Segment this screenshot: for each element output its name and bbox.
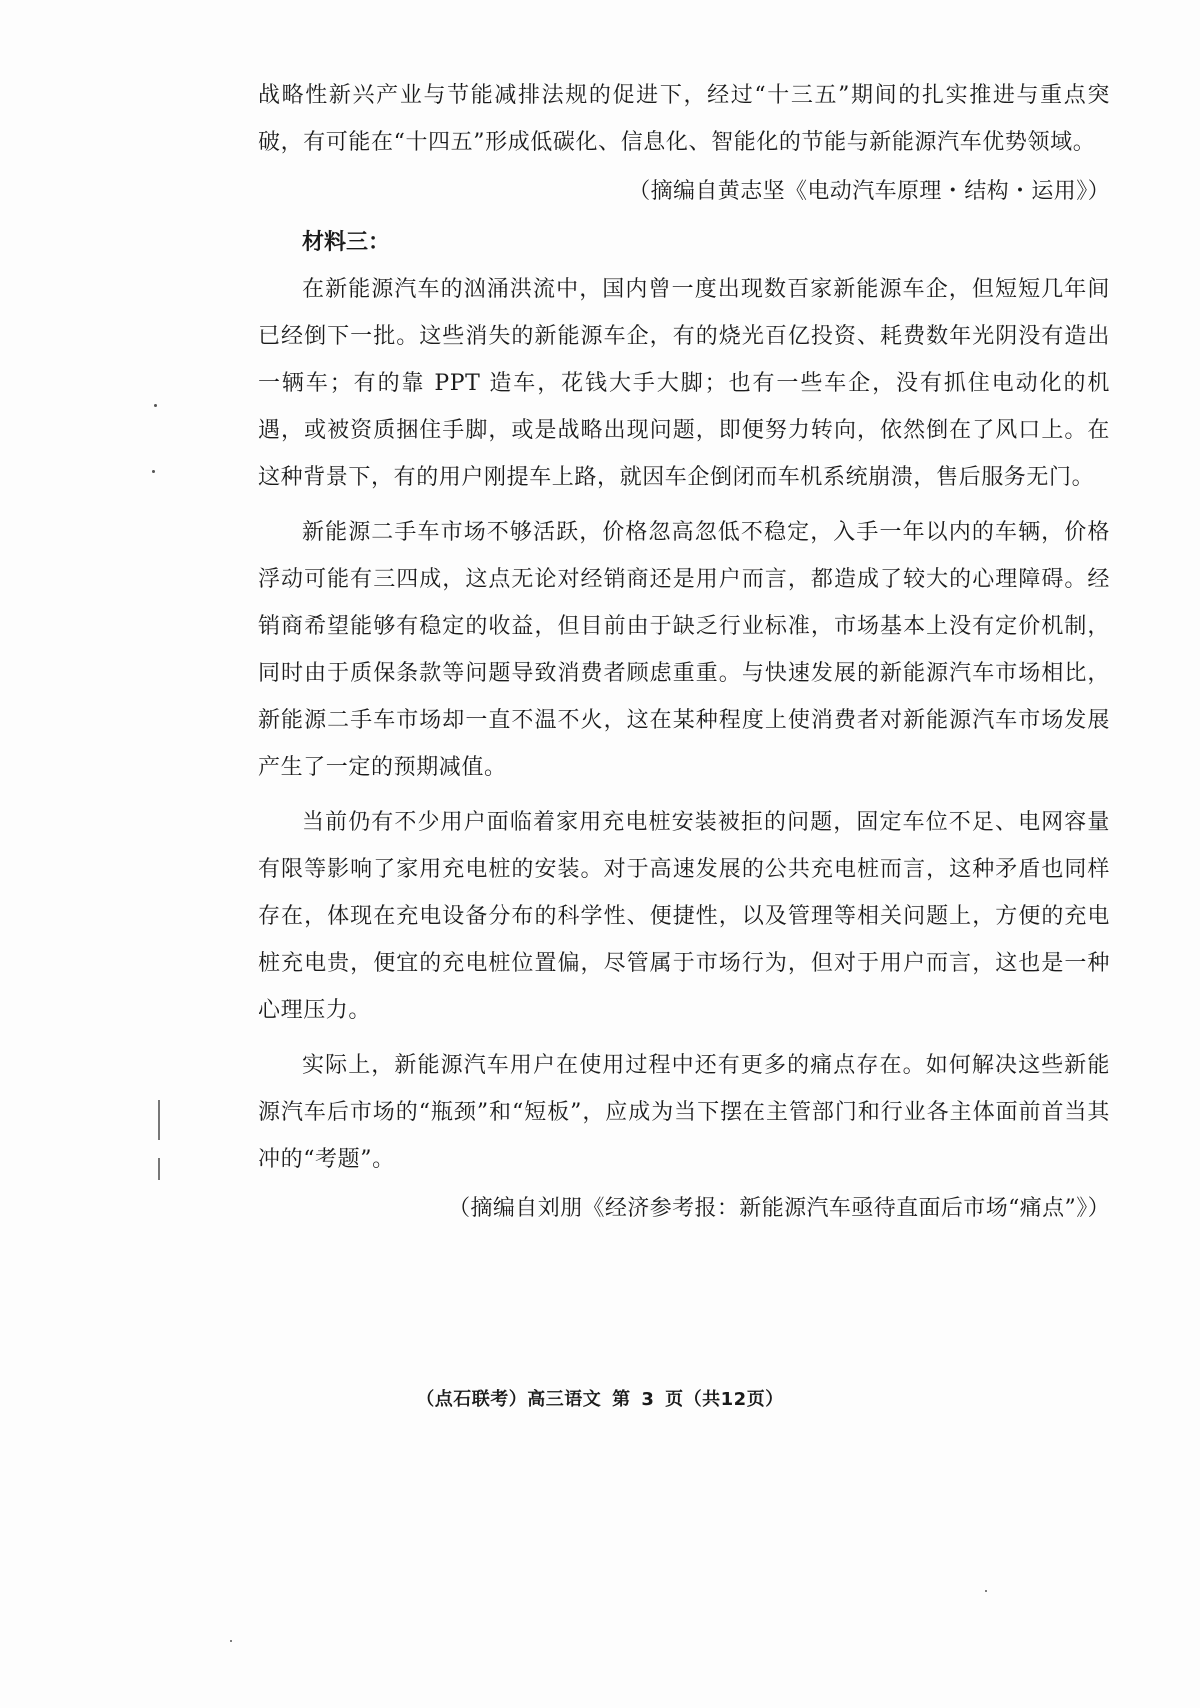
- footer-page-prefix: 第: [612, 1389, 631, 1410]
- material-3-heading: 材料三：: [302, 230, 391, 255]
- footer-label: （点石联考）高三语文: [416, 1389, 602, 1410]
- source-citation-1: （摘编自黄志坚《电动汽车原理・结构・运用》）: [628, 179, 1110, 204]
- paragraph-2: 新能源二手车市场不够活跃，价格忽高忽低不稳定，入手一年以内的车辆，价格浮动可能有三四成，这点无论对经销商还是用户而言，都造成了较大的心理障碍。经销商希望能够有稳定的收益，但目前由于缺乏行业标准，市场基本上没有定价机制，同时由于质保条款等问题导致消费者顾虑重重。与快速发展的新能源汽车市场相比，新能源二手车市场却一直不温不火，这在某种程度上使消费者对新能源汽车市场发展产生了一定的预期减值。: [258, 520, 1110, 780]
- scan-speck: [230, 1640, 232, 1642]
- opening-paragraph: 战略性新兴产业与节能减排法规的促进下，经过“十三五”期间的扎实推进与重点突破，有可能在“十四五”形成低碳化、信息化、智能化的节能与新能源汽车优势领域。: [258, 83, 1110, 155]
- scan-margin-mark: [158, 1158, 160, 1180]
- scan-speck: [985, 1590, 987, 1592]
- scan-speck: [152, 470, 155, 473]
- paragraph-3: 当前仍有不少用户面临着家用充电桩安装被拒的问题，固定车位不足、电网容量有限等影响了家用充电桩的安装。对于高速发展的公共充电桩而言，这种矛盾也同样存在，体现在充电设备分布的科学性、便捷性，以及管理等相关问题上，方便的充电桩充电贵，便宜的充电桩位置偏，尽管属于市场行为，但对于用户而言，这也是一种心理压力。: [258, 810, 1110, 1023]
- page-content: [258, 72, 1110, 1232]
- paragraph-4: 实际上，新能源汽车用户在使用过程中还有更多的痛点存在。如何解决这些新能源汽车后市场的“瓶颈”和“短板”，应成为当下摆在主管部门和行业各主体面前首当其冲的“考题”。: [258, 1053, 1110, 1172]
- page-footer: [0, 1385, 1200, 1411]
- footer-page-suffix: 页（共12页）: [665, 1389, 784, 1410]
- source-citation-2: （摘编自刘朋《经济参考报：新能源汽车亟待直面后市场“痛点”》）: [448, 1196, 1110, 1221]
- scan-speck: [154, 404, 157, 407]
- paragraph-1: 在新能源汽车的汹涌洪流中，国内曾一度出现数百家新能源车企，但短短几年间已经倒下一批。这些消失的新能源车企，有的烧光百亿投资、耗费数年光阴没有造出一辆车；有的靠 PPT 造车，花钱大手大脚；也有一些车企，没有抓住电动化的机遇，或被资质捆住手脚，或是战略出现问题，即便努力转向，依然倒在了风口上。在这种背景下，有的用户刚提车上路，就因车企倒闭而车机系统崩溃，售后服务无门。: [258, 277, 1110, 490]
- footer-page-number: 3: [641, 1389, 655, 1410]
- scan-margin-mark: [158, 1100, 160, 1140]
- paragraph-gap: [258, 501, 1110, 509]
- paragraph-gap: [258, 791, 1110, 799]
- paragraph-gap: [258, 1034, 1110, 1042]
